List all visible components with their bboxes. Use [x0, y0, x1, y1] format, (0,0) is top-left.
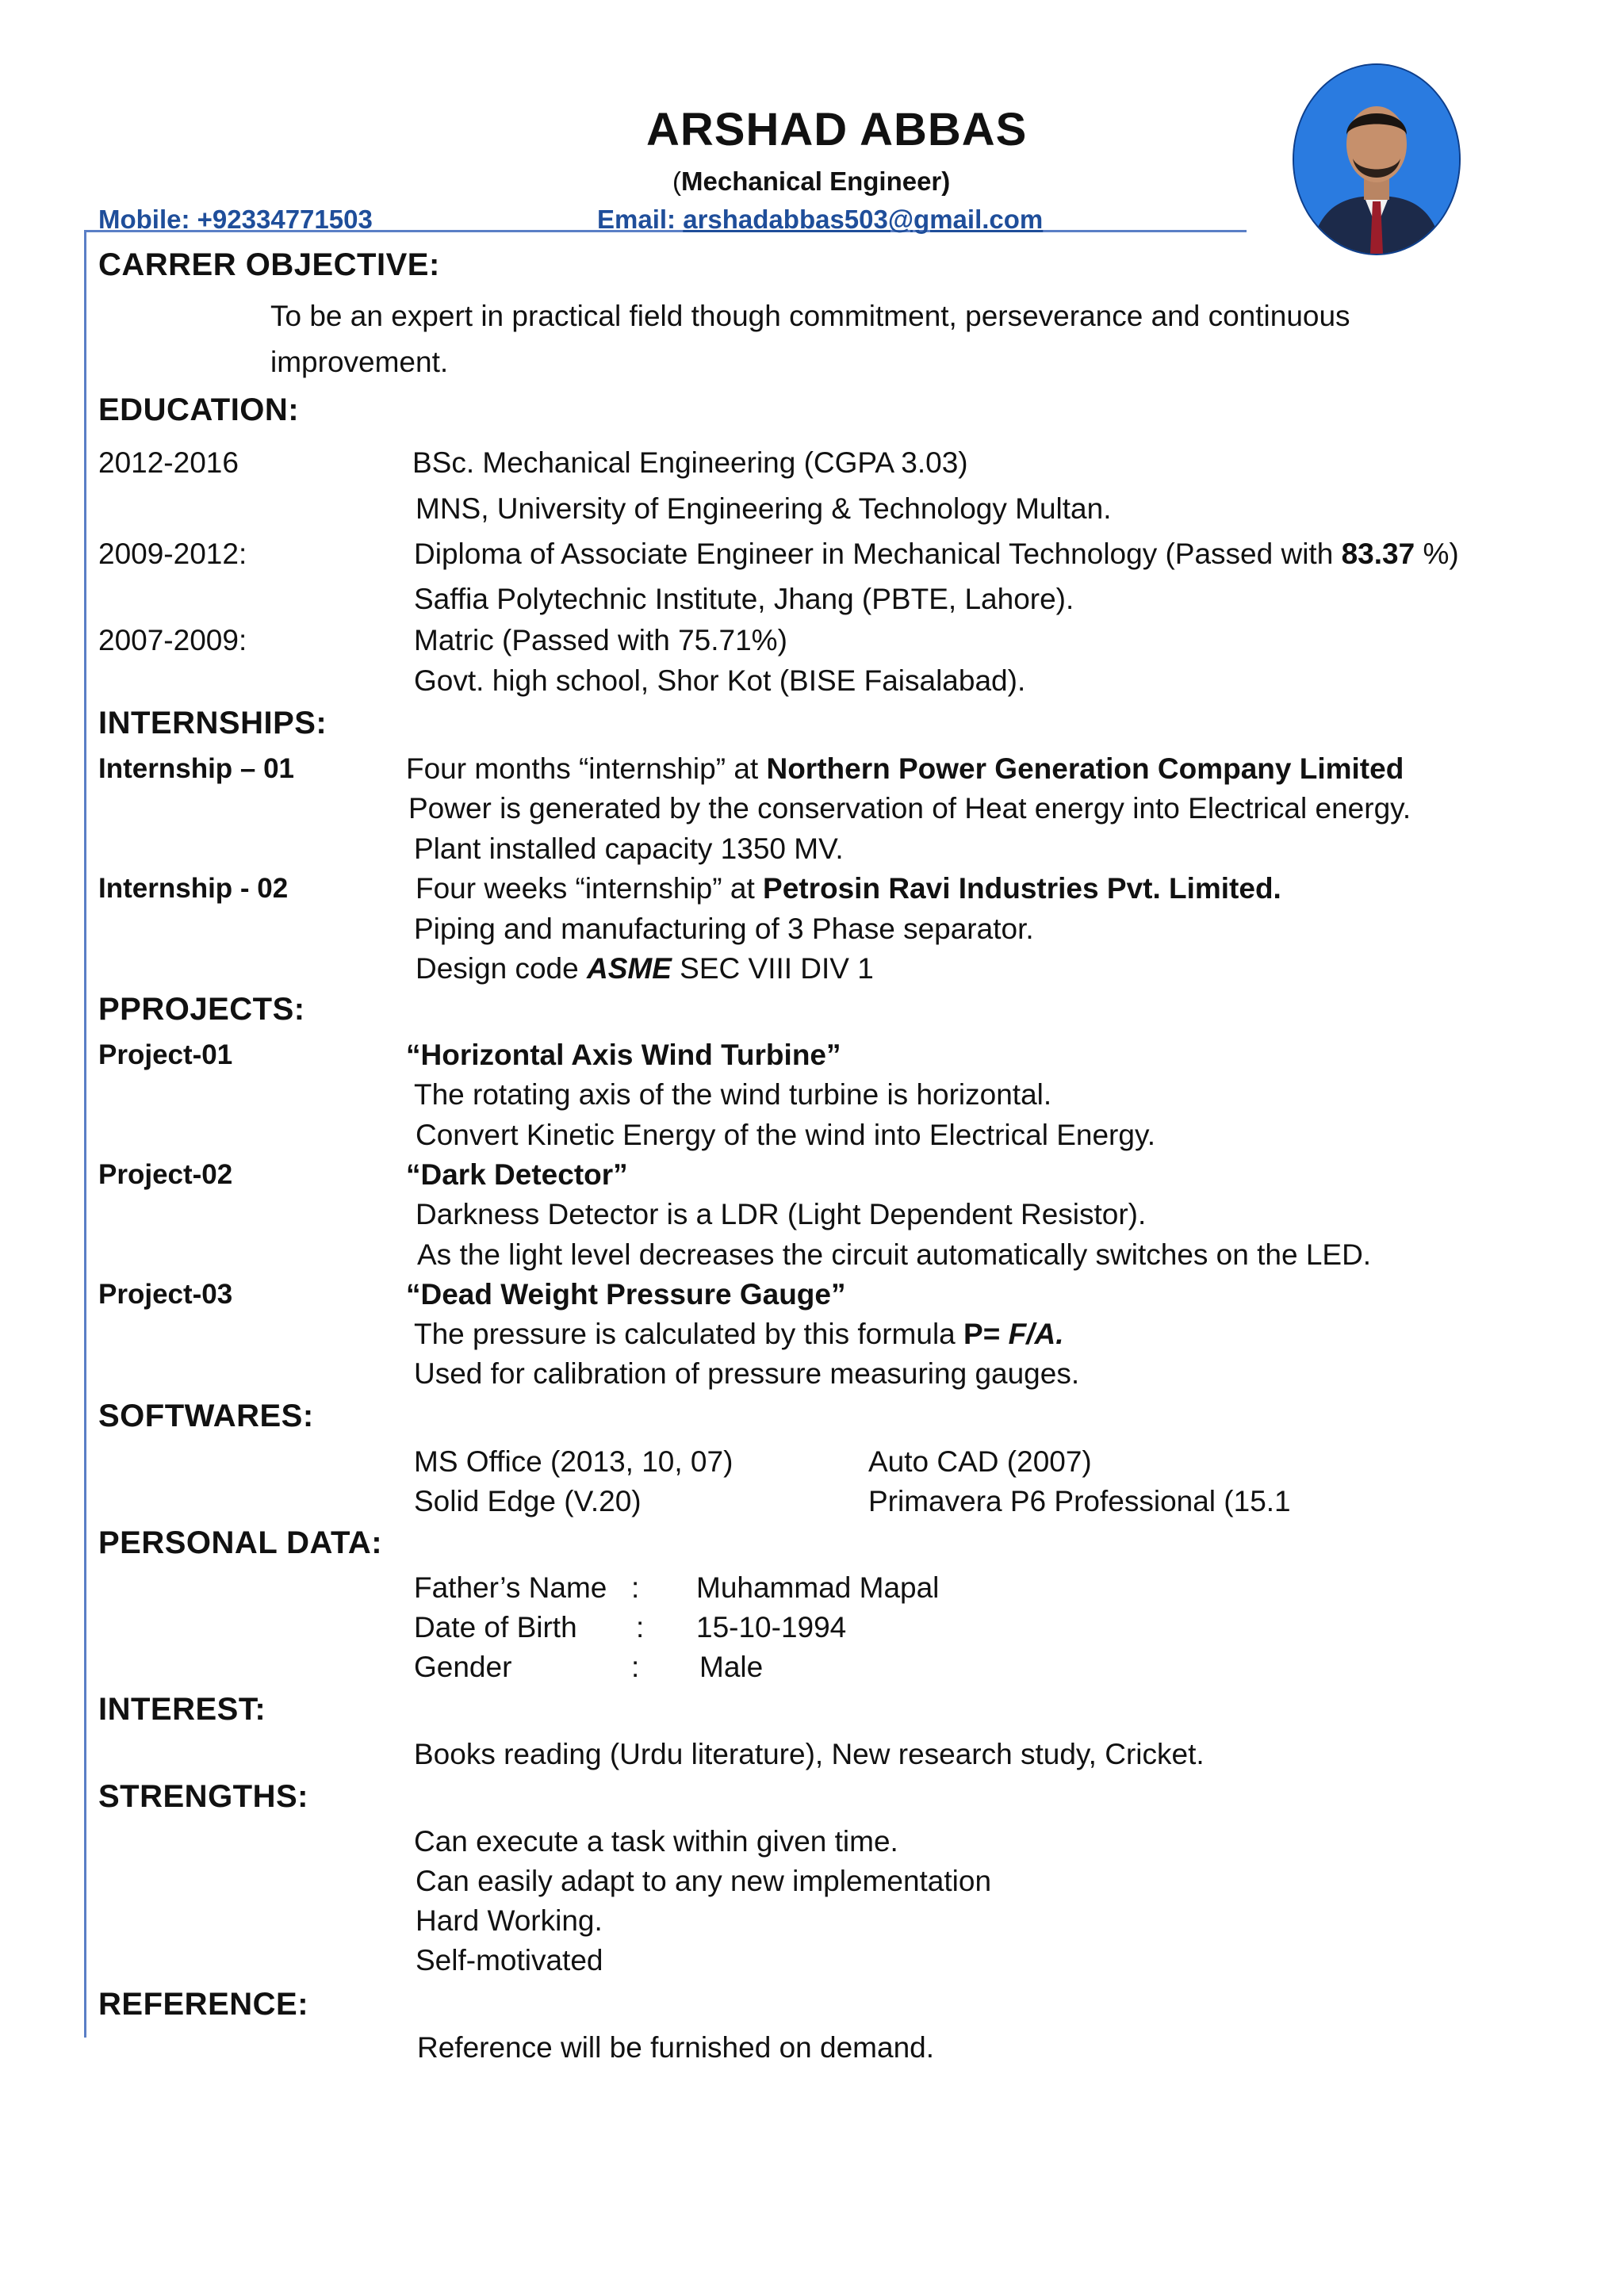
projects-heading: PPROJECTS: — [98, 992, 305, 1027]
objective-line-2: improvement. — [270, 346, 449, 378]
internship-2-code-pre: Design code — [416, 952, 587, 985]
internship-2-line-3 — [416, 952, 874, 985]
email-link[interactable]: arshadabbas503@gmail.com — [683, 205, 1044, 234]
email-contact[interactable] — [597, 205, 1043, 235]
project-3-label: Project-03 — [98, 1279, 233, 1310]
education-heading: EDUCATION: — [98, 392, 300, 427]
internship-2-pre: Four weeks “internship” at — [416, 872, 764, 905]
strengths-heading: STRENGTHS: — [98, 1779, 308, 1814]
reference-line: Reference will be furnished on demand. — [417, 2031, 934, 2064]
internship-1-title — [406, 752, 1404, 786]
person-avatar-icon — [1294, 65, 1459, 254]
gender-colon: : — [631, 1651, 640, 1683]
objective-line-1: To be an expert in practical field though commitment, perseverance and continuous — [270, 300, 1350, 332]
strength-item: Can easily adapt to any new implementation — [416, 1865, 992, 1897]
mobile-contact[interactable] — [98, 205, 373, 235]
father-name-colon: : — [631, 1571, 640, 1604]
project-1-line-1: The rotating axis of the wind turbine is horizontal. — [414, 1078, 1052, 1111]
internships-heading: INTERNSHIPS: — [98, 706, 327, 740]
mobile-label: Mobile: — [98, 205, 190, 234]
internship-2-title — [416, 872, 1281, 905]
internship-1-company: Northern Power Generation Company Limited — [766, 752, 1404, 785]
internship-1-line-3: Plant installed capacity 1350 MV. — [414, 832, 844, 865]
reference-heading: REFERENCE: — [98, 1987, 309, 2022]
title-text: Mechanical Engineer) — [681, 166, 951, 196]
internship-1-label: Internship – 01 — [98, 753, 295, 784]
internship-2-code-post: SEC VIII DIV 1 — [671, 952, 874, 985]
project-3-formula-pre: The pressure is calculated by this formula — [414, 1318, 964, 1350]
education-degree-1: BSc. Mechanical Engineering (CGPA 3.03) — [412, 446, 968, 479]
project-2-line-2: As the light level decreases the circuit automatically switches on the LED. — [417, 1238, 1372, 1271]
internship-2-line-2: Piping and manufacturing of 3 Phase separator. — [414, 913, 1034, 945]
personal-heading: PERSONAL DATA: — [98, 1525, 383, 1560]
profile-photo — [1293, 63, 1461, 255]
mobile-number[interactable]: +92334771503 — [197, 205, 373, 234]
project-1-label: Project-01 — [98, 1039, 233, 1070]
project-1-title: “Horizontal Axis Wind Turbine” — [406, 1039, 841, 1071]
education-degree-2 — [414, 538, 1459, 571]
education-institute-1: MNS, University of Engineering & Technology Multan. — [416, 492, 1112, 525]
gender-value: Male — [699, 1651, 764, 1683]
project-3-line-2: Used for calibration of pressure measuring gauges. — [414, 1357, 1080, 1390]
software-item-primavera: Primavera P6 Professional (15.1 — [868, 1485, 1291, 1517]
strength-item: Can execute a task within given time. — [414, 1825, 898, 1858]
software-item-solid-edge: Solid Edge (V.20) — [414, 1485, 642, 1517]
project-1-line-2: Convert Kinetic Energy of the wind into Electrical Energy. — [416, 1119, 1155, 1151]
interest-heading: INTEREST: — [98, 1692, 266, 1727]
internship-2-label: Internship - 02 — [98, 873, 289, 904]
project-3-formula-fa: F/A. — [1000, 1318, 1064, 1350]
education-institute-2: Saffia Polytechnic Institute, Jhang (PBTE, Lahore). — [414, 583, 1074, 615]
father-name-label: Father’s Name — [414, 1571, 607, 1604]
project-2-title: “Dark Detector” — [406, 1158, 628, 1191]
internship-1-pre: Four months “internship” at — [406, 752, 767, 785]
dob-value: 15-10-1994 — [696, 1611, 847, 1644]
project-2-line-1: Darkness Detector is a LDR (Light Dependent Resistor). — [416, 1198, 1147, 1230]
title-open-paren: ( — [672, 166, 681, 196]
dob-label: Date of Birth — [414, 1611, 577, 1644]
software-item-ms-office: MS Office (2013, 10, 07) — [414, 1445, 733, 1478]
education-degree-2-score: 83.37 — [1341, 538, 1415, 570]
strength-item: Self-motivated — [416, 1944, 603, 1976]
gender-label: Gender — [414, 1651, 512, 1683]
software-heading: SOFTWARES: — [98, 1399, 314, 1433]
objective-heading: CARRER OBJECTIVE: — [98, 247, 440, 282]
applicant-name: ARSHAD ABBAS — [646, 104, 1028, 155]
project-3-title: “Dead Weight Pressure Gauge” — [406, 1278, 846, 1311]
education-degree-3: Matric (Passed with 75.71%) — [414, 624, 787, 656]
interest-line: Books reading (Urdu literature), New research study, Cricket. — [414, 1738, 1205, 1770]
project-3-line-1 — [414, 1318, 1064, 1351]
strength-item: Hard Working. — [416, 1904, 603, 1937]
internship-2-company: Petrosin Ravi Industries Pvt. Limited. — [763, 872, 1281, 905]
dob-colon: : — [636, 1611, 645, 1644]
email-label: Email: — [597, 205, 676, 234]
applicant-title — [672, 166, 950, 197]
father-name-value: Muhammad Mapal — [696, 1571, 940, 1604]
education-degree-2-text: Diploma of Associate Engineer in Mechanical Technology (Passed with — [414, 538, 1342, 570]
education-institute-3: Govt. high school, Shor Kot (BISE Faisalabad). — [414, 664, 1026, 697]
project-3-formula-p: P= — [963, 1318, 1001, 1350]
left-margin-rule — [84, 230, 86, 2038]
education-degree-2-end: %) — [1415, 538, 1459, 570]
internship-2-code-asme: ASME — [586, 952, 672, 985]
education-year-2: 2009-2012: — [98, 538, 247, 570]
software-item-autocad: Auto CAD (2007) — [868, 1445, 1092, 1478]
education-year-3: 2007-2009: — [98, 624, 247, 656]
internship-1-line-2: Power is generated by the conservation of Heat energy into Electrical energy. — [408, 792, 1411, 825]
project-2-label: Project-02 — [98, 1159, 233, 1190]
education-year-1: 2012-2016 — [98, 446, 239, 479]
